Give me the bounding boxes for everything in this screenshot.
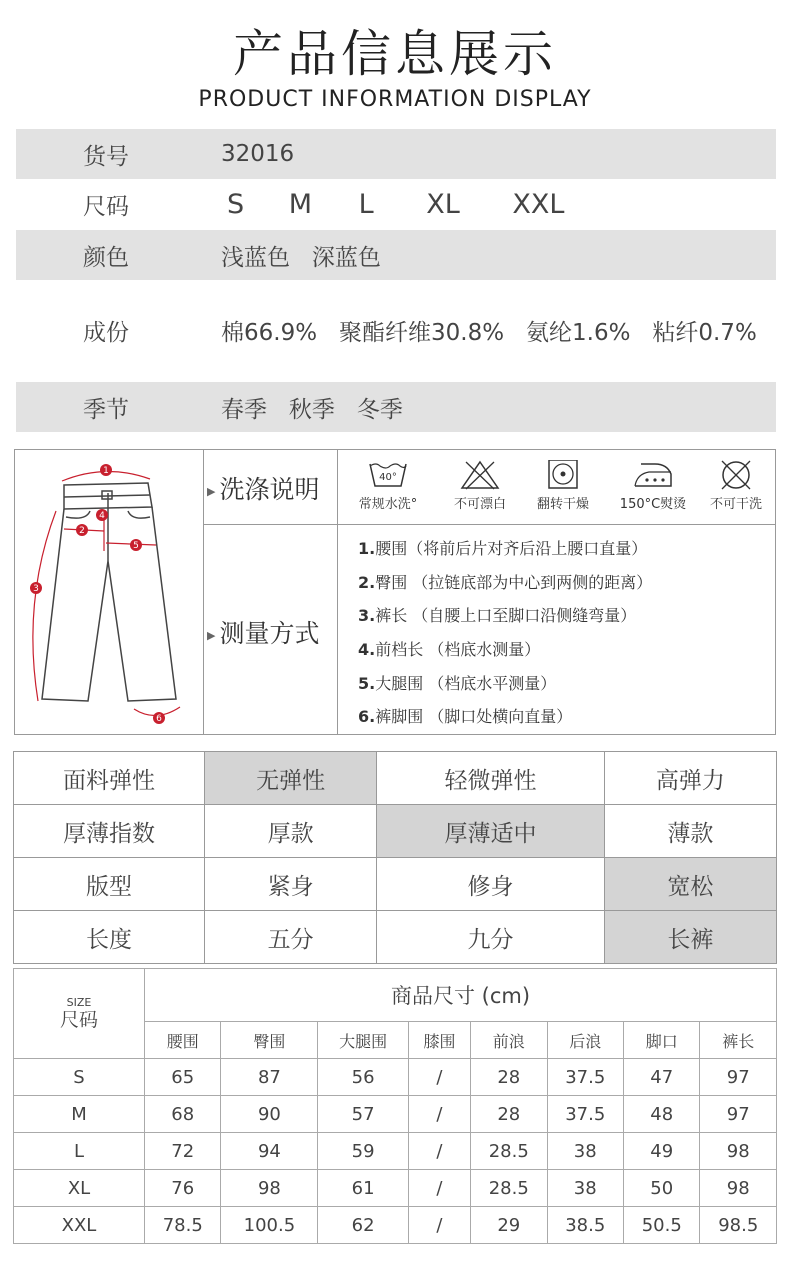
measure-method-title: ▶ 测量方式 (207, 619, 320, 648)
cell: 28 (471, 1059, 547, 1096)
wash-label: 翻转干燥 (536, 497, 589, 512)
attr-option-selected: 厚薄适中 (377, 805, 604, 858)
marker-2: 2 (79, 526, 85, 536)
cell: 50 (624, 1170, 700, 1207)
cell: 76 (145, 1170, 221, 1207)
measure-item: 1.腰围（将前后片对齐后沿上腰口直量） (358, 539, 648, 558)
cell: 56 (318, 1059, 409, 1096)
cell: 97 (700, 1096, 777, 1133)
page-subtitle: PRODUCT INFORMATION DISPLAY (198, 87, 592, 112)
column-header: 后浪 (547, 1022, 623, 1059)
wash-label: 常规水洗° (358, 497, 418, 512)
size-table-title-row (14, 969, 777, 1022)
attr-row-thickness (14, 805, 777, 858)
cell: 68 (145, 1096, 221, 1133)
attr-label: 长度 (14, 911, 205, 964)
table-row (14, 1207, 777, 1244)
info-value: 春季 秋季 冬季 (221, 396, 403, 423)
measure-item: 6.裤脚围 （脚口处横向直量） (358, 707, 573, 726)
attr-label: 版型 (14, 858, 205, 911)
info-value: 浅蓝色 深蓝色 (221, 244, 381, 271)
table-row (14, 1170, 777, 1207)
cell: 98 (221, 1170, 318, 1207)
attr-row-fit (14, 858, 777, 911)
size-option: XXL (512, 188, 565, 220)
attr-option: 五分 (205, 911, 377, 964)
attr-option: 高弹力 (604, 752, 776, 805)
info-row-item-no (16, 129, 776, 179)
info-label: 季节 (83, 396, 129, 423)
size-option: XL (426, 188, 460, 220)
info-row-sizes (16, 179, 776, 229)
cell: 94 (221, 1133, 318, 1170)
attr-option-selected: 宽松 (604, 858, 776, 911)
column-header: 膝围 (408, 1022, 470, 1059)
info-value: 32016 (221, 141, 295, 167)
attr-row-elasticity (14, 752, 777, 805)
table-row (14, 1059, 777, 1096)
page-title: 产品信息展示 (233, 25, 557, 83)
cell: 98 (700, 1133, 777, 1170)
cell: / (408, 1207, 470, 1244)
cell: 62 (318, 1207, 409, 1244)
cell: 97 (700, 1059, 777, 1096)
attr-option: 薄款 (604, 805, 776, 858)
cell: 98 (700, 1170, 777, 1207)
cell: 78.5 (145, 1207, 221, 1244)
attr-option-selected: 长裤 (604, 911, 776, 964)
cell: 28.5 (471, 1133, 547, 1170)
size-option: M (288, 188, 313, 220)
attr-label: 厚薄指数 (14, 805, 205, 858)
measure-markers (30, 464, 165, 724)
no-dry-clean-icon (691, 460, 781, 512)
table-row (14, 1133, 777, 1170)
cell: / (408, 1133, 470, 1170)
attr-option: 厚款 (205, 805, 377, 858)
row-size: M (14, 1096, 145, 1133)
wash-instructions-title: ▶ 洗涤说明 (207, 475, 320, 504)
size-table (13, 968, 777, 1244)
size-corner-cn: 尺码 (59, 1008, 98, 1031)
cell: 38.5 (547, 1207, 623, 1244)
info-row-season (16, 382, 776, 432)
cell: 49 (624, 1133, 700, 1170)
info-label: 货号 (83, 143, 129, 170)
column-header: 裤长 (700, 1022, 777, 1059)
attr-option: 九分 (377, 911, 604, 964)
attr-row-length (14, 911, 777, 964)
marker-5: 5 (133, 541, 139, 551)
wash-label: 150°C熨烫 (619, 497, 687, 512)
tumble-dry-icon (518, 460, 608, 512)
size-list (221, 189, 564, 220)
cell: 65 (145, 1059, 221, 1096)
measure-item: 5.大腿围 （档底水平测量） (358, 674, 557, 693)
column-header: 前浪 (471, 1022, 547, 1059)
column-header: 腰围 (145, 1022, 221, 1059)
attr-option: 紧身 (205, 858, 377, 911)
marker-6: 6 (156, 714, 162, 724)
attribute-table (13, 751, 777, 964)
info-label: 成份 (83, 319, 129, 346)
cell: 29 (471, 1207, 547, 1244)
cell: 87 (221, 1059, 318, 1096)
cell: 90 (221, 1096, 318, 1133)
size-option: S (227, 188, 245, 220)
cell: 98.5 (700, 1207, 777, 1244)
info-row-color (16, 230, 776, 280)
cell: 47 (624, 1059, 700, 1096)
size-table-title: 商品尺寸 (cm) (145, 969, 777, 1022)
size-corner-en: SIZE (66, 995, 92, 1009)
marker-1: 1 (103, 466, 109, 476)
column-header: 脚口 (624, 1022, 700, 1059)
cell: 28 (471, 1096, 547, 1133)
info-label: 尺码 (83, 193, 129, 220)
marker-3: 3 (33, 584, 39, 594)
no-bleach-icon (435, 460, 525, 512)
info-value: 棉66.9% 聚酯纤维30.8% 氨纶1.6% 粘纤0.7% (221, 319, 757, 346)
cell: / (408, 1096, 470, 1133)
info-label: 颜色 (83, 244, 129, 271)
cell: / (408, 1059, 470, 1096)
cell: 57 (318, 1096, 409, 1133)
cell: 50.5 (624, 1207, 700, 1244)
cell: 100.5 (221, 1207, 318, 1244)
svg-text:40°: 40° (379, 472, 397, 483)
size-table-corner (14, 969, 145, 1059)
measure-item: 4.前档长 （档底水测量） (358, 640, 541, 659)
pants-diagram (16, 451, 202, 735)
info-row-composition (16, 290, 776, 370)
wash-label: 不可干洗 (709, 497, 762, 512)
cell: 72 (145, 1133, 221, 1170)
size-option: L (358, 188, 374, 220)
table-row (14, 1096, 777, 1133)
cell: 61 (318, 1170, 409, 1207)
cell: 28.5 (471, 1170, 547, 1207)
attr-option: 修身 (377, 858, 604, 911)
wash-label: 不可漂白 (453, 497, 506, 512)
row-size: S (14, 1059, 145, 1096)
attr-label: 面料弹性 (14, 752, 205, 805)
measure-item: 2.臀围 （拉链底部为中心到两侧的距离） (358, 573, 653, 592)
row-size: L (14, 1133, 145, 1170)
attr-option-selected: 无弹性 (205, 752, 377, 805)
wash-40-icon (343, 460, 433, 512)
cell: 37.5 (547, 1096, 623, 1133)
cell: / (408, 1170, 470, 1207)
measure-item: 3.裤长 （自腰上口至脚口沿侧缝弯量） (358, 606, 637, 625)
column-header: 大腿围 (318, 1022, 409, 1059)
cell: 48 (624, 1096, 700, 1133)
cell: 38 (547, 1170, 623, 1207)
row-size: XL (14, 1170, 145, 1207)
cell: 59 (318, 1133, 409, 1170)
column-header: 臀围 (221, 1022, 318, 1059)
cell: 38 (547, 1133, 623, 1170)
marker-4: 4 (99, 511, 105, 521)
row-size: XXL (14, 1207, 145, 1244)
cell: 37.5 (547, 1059, 623, 1096)
iron-icon (608, 460, 698, 512)
attr-option: 轻微弹性 (377, 752, 604, 805)
